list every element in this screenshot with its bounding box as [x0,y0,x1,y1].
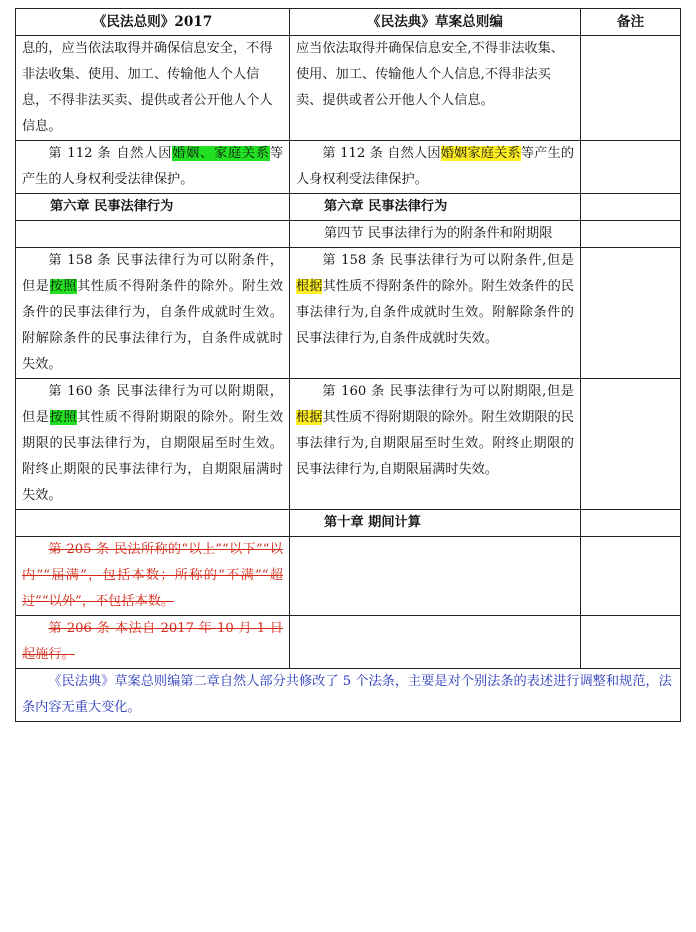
text-segment: 第 112 条 自然人因 [48,146,173,161]
article-112-left [22,141,283,193]
section-4-right: 第四节 民事法律行为的附条件和附期限 [290,221,581,248]
highlight-changed-term: 按照 [49,279,78,294]
cell-right [290,248,581,379]
cell-right [290,379,581,510]
text-segment: 等产生的人身权利受法律保护。 [296,146,575,187]
table-row-chapter-6 [16,194,681,221]
article-112-right [296,141,574,193]
highlight-changed-term: 婚姻家庭关系 [440,146,521,161]
article-158-right [296,248,574,352]
summary-note: 《民法典》草案总则编第二章自然人部分共修改了 5 个法条，主要是对个别法条的表述进行调整和规范，法条内容无重大变化。 [22,674,672,715]
cell-left [16,537,290,616]
cell-right [290,36,581,141]
text-segment: 其性质不得附条件的除外。附生效条件的民事法律行为,自条件成就时生效。附解除条件的民事法律行为,自条件成就时失效。 [296,279,575,346]
text-segment: 其性质不得附期限的除外。附生效期限的民事法律行为,自期限届至时生效。附终止期限的民事法律行为,自期限届满时失效。 [296,410,575,477]
highlight-changed-term: 根据 [296,410,323,425]
cell-left [16,510,290,537]
table-header-row [16,9,681,36]
text-segment: 等产生的人身权利受法律保护。 [22,146,284,187]
table-row-section-4 [16,221,681,248]
article-text: 应当依法取得并确保信息安全,不得非法收集、使用、加工、传输他人个人信息,不得非法买卖、提供或者公开他人个人信息。 [296,41,564,108]
text-segment: 第 160 条 民事法律行为可以附期限，但是 [22,384,283,425]
text-segment: 第 158 条 民事法律行为可以附条件,但是 [322,253,574,268]
cell-remark [581,141,681,194]
cell-left [16,221,290,248]
cell-remark [581,194,681,221]
article-160-left [22,379,283,509]
header-minfadian-draft: 《民法典》草案总则编 [290,9,581,36]
highlight-changed-term: 按照 [49,410,78,425]
cell-remark [581,36,681,141]
text-segment: 第 158 条 民事法律行为可以附条件，但是 [22,253,283,294]
chapter-6-left: 第六章 民事法律行为 [16,194,290,221]
cell-remark [581,616,681,669]
table-row-article-205 [16,537,681,616]
article-158-left [22,248,283,378]
table-row-summary [16,669,681,722]
chapter-10-right: 第十章 期间计算 [290,510,581,537]
article-text: 息的，应当依法取得并确保信息安全，不得非法收集、使用、加工、传输他人个人信息，不得非法买卖、提供或者公开他人个人信息。 [22,41,273,134]
cell-remark [581,221,681,248]
deleted-article-205: 第 205 条 民法所称的“以上”“以下”“以内”“届满”，包括本数；所称的“不满”“超过”“以外”，不包括本数。 [22,542,283,609]
cell-remark [581,379,681,510]
header-remarks: 备注 [581,9,681,36]
cell-left [16,141,290,194]
highlight-changed-term: 婚姻、家庭关系 [172,146,270,161]
text-segment: 其性质不得附期限的除外。附生效期限的民事法律行为，自期限届至时生效。附终止期限的民事法律行为，自期限届满时失效。 [22,410,284,503]
table-row-article-160 [16,379,681,510]
deleted-article-206: 第 206 条 本法自 2017 年 10 月 1 日起施行。 [22,621,283,662]
table-row-chapter-10 [16,510,681,537]
text-segment: 第 112 条 自然人因 [322,146,441,161]
cell-right [290,141,581,194]
text-segment: 第 160 条 民事法律行为可以附期限,但是 [322,384,574,399]
cell-left [16,248,290,379]
table-row-article-206 [16,616,681,669]
cell-remark [581,510,681,537]
table-row-info-security [16,36,681,141]
article-160-right [296,379,574,483]
highlight-changed-term: 根据 [296,279,323,294]
table-row-article-158 [16,248,681,379]
text-segment: 其性质不得附条件的除外。附生效条件的民事法律行为，自条件成就时生效。附解除条件的民事法律行为，自条件成就时失效。 [22,279,284,372]
cell-right [290,616,581,669]
cell-remark [581,248,681,379]
cell-left [16,616,290,669]
summary-cell [16,669,681,722]
chapter-6-right: 第六章 民事法律行为 [290,194,581,221]
header-minfa-zongze: 《民法总则》2017 [16,9,290,36]
comparison-table [15,8,681,722]
cell-right [290,537,581,616]
cell-remark [581,537,681,616]
cell-left [16,379,290,510]
table-row-article-112 [16,141,681,194]
cell-left [16,36,290,141]
